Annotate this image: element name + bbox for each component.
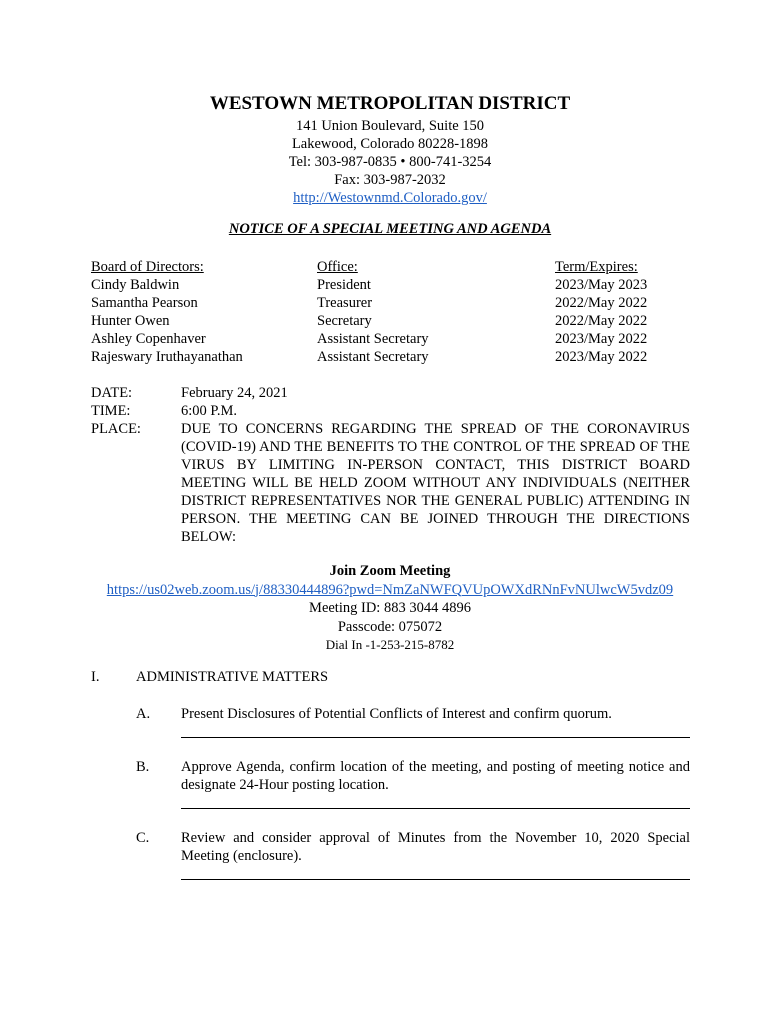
director-office: Treasurer bbox=[317, 295, 373, 311]
fax-line: Fax: 303-987-2032 bbox=[334, 172, 446, 188]
director-name: Cindy Baldwin bbox=[91, 277, 180, 293]
signature-line bbox=[181, 879, 690, 880]
website-link[interactable]: http://Westownmd.Colorado.gov/ bbox=[293, 190, 487, 206]
agenda-item-text: Approve Agenda, confirm location of the meeting, and posting of meeting notice and designate 24-Hour posting location. bbox=[181, 759, 690, 793]
meeting-date: February 24, 2021 bbox=[181, 385, 288, 401]
address-block bbox=[0, 117, 770, 207]
section-number: I. bbox=[91, 669, 100, 685]
office-header: Office: bbox=[317, 259, 358, 275]
term-header: Term/Expires: bbox=[555, 259, 638, 275]
time-label: TIME: bbox=[91, 403, 131, 419]
director-term: 2022/May 2022 bbox=[555, 295, 648, 311]
date-label: DATE: bbox=[91, 385, 133, 401]
zoom-passcode: Passcode: 075072 bbox=[337, 618, 443, 635]
notice-title: NOTICE OF A SPECIAL MEETING AND AGENDA bbox=[228, 221, 552, 237]
director-office: President bbox=[317, 277, 371, 293]
director-office: Assistant Secretary bbox=[317, 349, 429, 365]
phone-line: Tel: 303-987-0835 • 800-741-3254 bbox=[288, 154, 492, 170]
agenda-item-letter: B. bbox=[136, 759, 150, 775]
zoom-heading: Join Zoom Meeting bbox=[329, 563, 451, 579]
board-header: Board of Directors: bbox=[91, 259, 204, 275]
zoom-dial-in: Dial In -1-253-215-8782 bbox=[325, 637, 455, 652]
meeting-place: DUE TO CONCERNS REGARDING THE SPREAD OF THE CORONAVIRUS (COVID-19) AND THE BENEFITS TO THE CONTROL OF THE SPREAD OF THE VIRUS BY LIMITING IN-PERSON CONTACT, THIS DISTRICT BOARD MEETING WILL BE HELD ZOOM WITHOUT ANY INDIVIDUALS (NEITHER DISTRICT REPRESENTATIVES NOR THE GENERAL PUBLIC) ATTENDING IN PERSON. THE MEETING CAN BE JOINED THROUGH THE DIRECTIONS BELOW: bbox=[181, 421, 690, 545]
district-title: WESTOWN METROPOLITAN DISTRICT bbox=[209, 93, 571, 114]
meeting-time: 6:00 P.M. bbox=[181, 403, 238, 419]
director-name: Hunter Owen bbox=[91, 313, 170, 329]
zoom-block bbox=[0, 562, 770, 655]
director-term: 2023/May 2023 bbox=[555, 277, 648, 293]
board-term-column bbox=[555, 258, 647, 366]
zoom-meeting-id: Meeting ID: 883 3044 4896 bbox=[309, 600, 471, 616]
place-label: PLACE: bbox=[91, 421, 141, 437]
section-title: ADMINISTRATIVE MATTERS bbox=[136, 669, 329, 685]
director-name: Ashley Copenhaver bbox=[91, 331, 206, 347]
address-line: Lakewood, Colorado 80228-1898 bbox=[291, 136, 489, 152]
address-line: 141 Union Boulevard, Suite 150 bbox=[295, 118, 485, 134]
agenda-item-text: Review and consider approval of Minutes from the November 10, 2020 Special Meeting (enclosure). bbox=[181, 830, 690, 864]
board-names-column bbox=[91, 258, 243, 366]
signature-line bbox=[181, 737, 690, 738]
signature-line bbox=[181, 808, 690, 809]
director-term: 2023/May 2022 bbox=[555, 349, 648, 365]
agenda-item-letter: C. bbox=[136, 830, 150, 846]
director-office: Assistant Secretary bbox=[317, 331, 429, 347]
board-office-column bbox=[317, 258, 429, 366]
director-term: 2023/May 2022 bbox=[555, 331, 648, 347]
director-office: Secretary bbox=[317, 313, 372, 329]
director-term: 2022/May 2022 bbox=[555, 313, 648, 329]
director-name: Rajeswary Iruthayanathan bbox=[91, 349, 243, 365]
director-name: Samantha Pearson bbox=[91, 295, 198, 311]
agenda-item-letter: A. bbox=[136, 706, 151, 722]
agenda-item-text: Present Disclosures of Potential Conflicts of Interest and confirm quorum. bbox=[181, 706, 612, 722]
zoom-link[interactable]: https://us02web.zoom.us/j/88330444896?pwd=NmZaNWFQVUpOWXdRNnFvNUlwcW5vdz09 bbox=[106, 581, 674, 598]
